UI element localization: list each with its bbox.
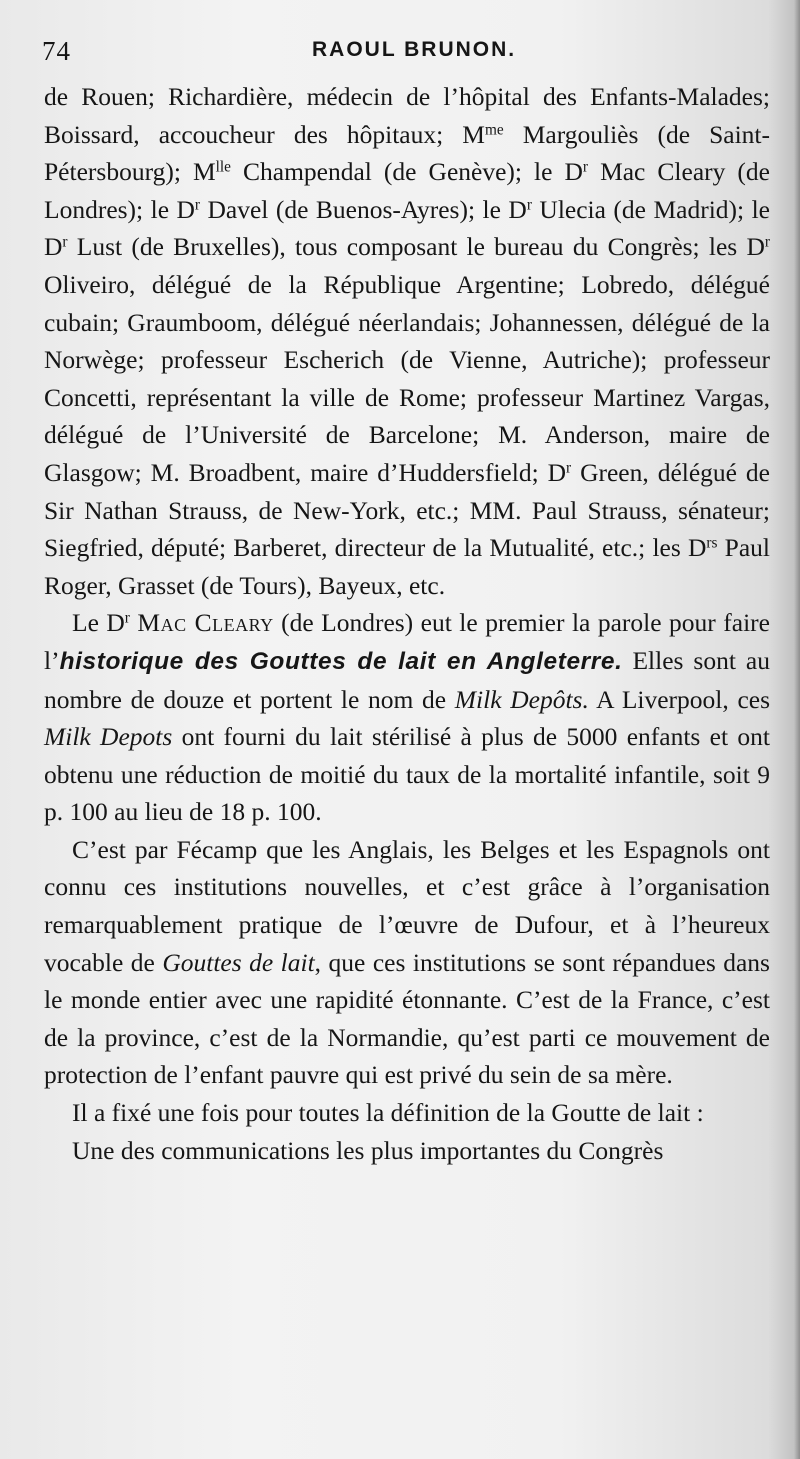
text-run: Ulecia (de Madrid); le D [44,194,770,262]
text-run: Il a fixé une fois pour toutes la définition de la Goutte de lait : [72,1098,704,1128]
small-caps-name: Mac Cleary [137,608,274,638]
text-run: ont fourni du lait stérilisé à plus de 5000 enfants et ont obtenu une réduction de moitié du taux de la mortalité infantile, soit 9 p. 100 au lieu de 18 p. 100. [44,722,770,827]
text-run: de Rouen; Richardière, médecin de l’hôpital des Enfants-Malades; Boissard, accoucheur des hôpitaux; M [44,82,770,149]
superscript: r [194,196,201,214]
page-number: 74 [42,36,71,66]
text-run: Le D [72,608,125,638]
text-run: Margouliès (de Saint-Pétersbourg); M [44,119,770,187]
page-body [44,78,770,1169]
superscript: r [566,459,572,477]
paragraph-4 [44,1094,770,1132]
text-run: Paul Roger, Grasset (de Tours), Bayeux, etc. [44,533,770,600]
superscript: me [484,121,504,139]
paragraph-5 [44,1132,770,1170]
italic-term: Gouttes de lait [162,947,315,977]
page-header [42,36,770,76]
paragraph-1 [44,78,770,604]
paragraph-3 [44,831,770,1094]
text-run: Davel (de Buenos-Ayres); le D [200,194,527,224]
text-run: (de Londres) eut le premier la parole pour faire l’ [44,608,770,675]
text-run: C’est par Fécamp que les Anglais, les Belges et les Espagnols ont connu ces institutions nouvelles, et c’est grâce à l’organisation remarquablement pratique de l’œuvre de Dufour, et à l’heureux vocable de [44,834,770,977]
superscript: r [582,158,589,176]
text-run: Lust (de Bruxelles), tous composant le bureau du Congrès; les D [67,232,765,262]
superscript: r [526,196,532,214]
text-run: Elles sont au nombre de douze et portent le nom de [44,645,770,714]
superscript: r [62,233,68,251]
bold-italic-heading: historique des Gouttes de lait en Angleterre. [59,647,623,675]
italic-term: Milk Depots [44,722,173,752]
text-run: , que ces institutions se sont répandues dans le monde entier avec une rapidité étonnante. C’est de la France, c’est de la province, c’est de la Normandie, qu’est parti ce mouvement de protection de l’enfant pauvre qui est privé du sein de sa mère. [44,947,770,1090]
paragraph-2 [44,604,770,831]
italic-term: Milk Depôts. [454,684,589,714]
text-run: Mac Cleary (de Londres); le D [44,157,770,224]
superscript: r [124,609,130,627]
running-head: RAOUL BRUNON. [312,38,517,61]
page-edge-shadow [794,0,800,1459]
text-run: A Liverpool, ces [588,684,770,714]
text-run: Green, délégué de Sir Nathan Strauss, de New-York, etc.; MM. Paul Strauss, sénateur; Siegfried, député; Barberet, directeur de la Mutualité, etc.; les D [44,457,770,563]
text-run: Une des communications les plus importantes du Congrès [72,1135,664,1165]
superscript: rs [706,534,718,552]
superscript: lle [215,158,231,176]
text-run: Champendal (de Genève); le D [230,157,583,187]
superscript: r [764,233,770,251]
text-run: Oliveiro, délégué de la République Argentine; Lobredo, délégué cubain; Graumboom, délégué néerlandais; Johannessen, délégué de la Norwège; professeur Escherich (de Vienne, Autriche); professeur Concetti, représentant la ville de Rome; professeur Martinez Vargas, délégué de l’Université de Barcelone; M. Anderson, maire de Glasgow; M. Broadbent, maire d’Huddersfield; D [44,269,770,487]
